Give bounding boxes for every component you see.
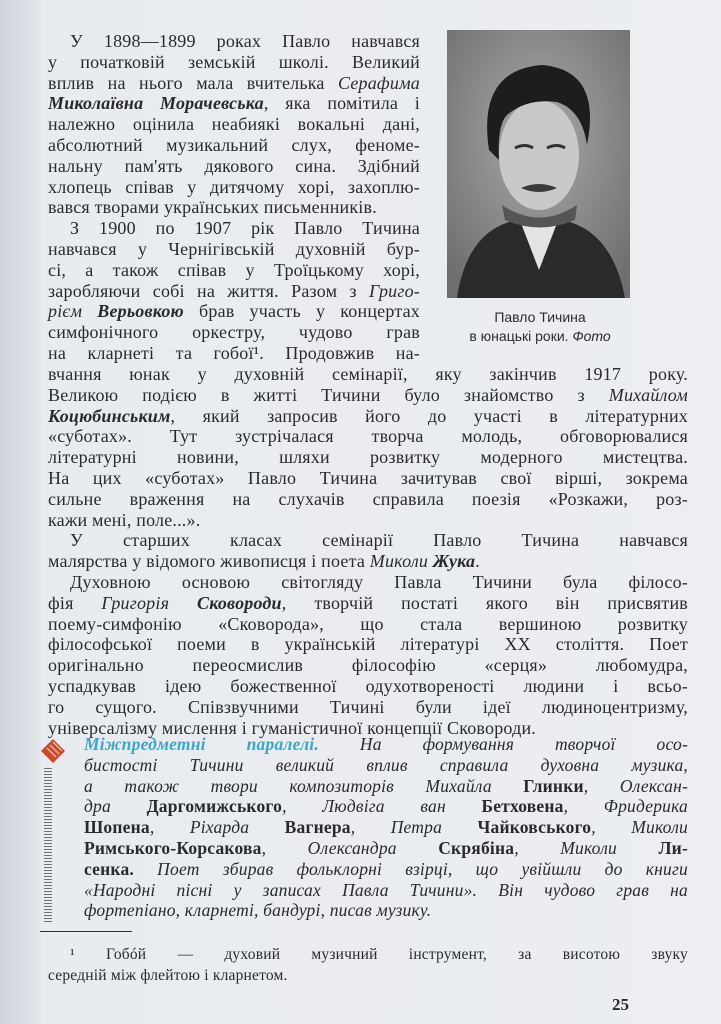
portrait-image bbox=[447, 30, 630, 298]
text-line bbox=[48, 593, 688, 614]
text-segment: у початковій земській школі. Великий bbox=[48, 51, 420, 72]
text-segment: фія bbox=[48, 592, 102, 613]
text-line bbox=[48, 301, 420, 322]
text-segment: літературні новини, шляхи розвитку модерного мистецтва. bbox=[48, 447, 688, 468]
text-line bbox=[48, 530, 688, 551]
footnote-divider bbox=[40, 931, 132, 932]
text-segment: , який запросив його до участі в літературних bbox=[170, 405, 688, 426]
text-segment: Духовною основою світогляду Павла Тичини була філосо- bbox=[70, 571, 688, 592]
text-line bbox=[48, 322, 420, 343]
text-line bbox=[48, 281, 420, 302]
caption-photo-label: Фото bbox=[572, 328, 611, 344]
text-full-width bbox=[48, 364, 688, 738]
text-line bbox=[48, 93, 420, 114]
text-line bbox=[48, 468, 688, 489]
text-line bbox=[84, 817, 688, 838]
emphasized-text: Миколи bbox=[369, 551, 433, 572]
text-line bbox=[48, 135, 420, 156]
text-line bbox=[84, 755, 688, 776]
text-line bbox=[48, 385, 688, 406]
text-segment: Великою подією в житті Тичини було знайомство з bbox=[48, 384, 609, 405]
text-segment: вплив на нього мала вчителька bbox=[48, 72, 338, 93]
text-segment: належно оцінила неабиякі вокальні дані, bbox=[48, 114, 420, 135]
emphasized-text: Верьовкою bbox=[97, 301, 184, 322]
emphasized-text: Поет збирав фольклорні взірці, що увійшли до книги bbox=[133, 858, 688, 879]
page-number: 25 bbox=[612, 995, 629, 1014]
text-line bbox=[48, 489, 688, 510]
text-segment: . bbox=[475, 551, 480, 572]
emphasized-text: , Людвіга ван bbox=[282, 796, 482, 817]
text-segment: сильне враження на слухачів справила поезія «Розкажи, роз- bbox=[48, 488, 688, 509]
text-line bbox=[84, 900, 688, 921]
text-line bbox=[48, 510, 688, 531]
text-line bbox=[84, 734, 688, 755]
emphasized-text: Серафима bbox=[338, 72, 420, 93]
text-line bbox=[48, 177, 420, 198]
text-line bbox=[48, 551, 688, 572]
text-line bbox=[48, 965, 688, 986]
caption-name: Павло Тичина bbox=[494, 309, 586, 325]
text-segment: У 1898—1899 роках Павло навчався bbox=[70, 31, 420, 51]
text-line bbox=[48, 944, 688, 965]
text-line bbox=[84, 776, 688, 797]
portrait-photo bbox=[447, 30, 630, 298]
text-segment: абсолютний музикальний слух, феноме- bbox=[48, 134, 420, 155]
text-line bbox=[48, 572, 688, 593]
text-segment: універсалізму мислення і гуманістичної концепції Сковороди. bbox=[48, 717, 536, 738]
emphasized-text: Сковороди bbox=[197, 592, 282, 613]
text-line bbox=[48, 52, 420, 73]
text-line bbox=[84, 880, 688, 901]
emphasized-text: , Ріхарда bbox=[149, 817, 285, 838]
emphasized-text: , Миколи bbox=[514, 837, 659, 858]
section-heading: Міжпредметні паралелі. bbox=[84, 734, 319, 754]
emphasized-text: Григорія bbox=[101, 592, 198, 613]
emphasized-text: Вагнера bbox=[284, 817, 351, 838]
emphasized-text: бистості Тичини великий вплив справила духовна музика, bbox=[84, 754, 688, 775]
text-line bbox=[48, 73, 420, 94]
caption-text: в юнацькі роки. bbox=[469, 328, 569, 344]
emphasized-text: Бетховена bbox=[481, 796, 564, 817]
emphasized-text: Григо- bbox=[369, 280, 420, 301]
emphasized-text: , Петра bbox=[350, 817, 478, 838]
text-segment: сі, а також співав у Троїцькому хорі, bbox=[48, 259, 420, 280]
text-line bbox=[48, 697, 688, 718]
text-segment: хлопець співав у дитячому хорі, захоплю- bbox=[48, 176, 420, 197]
emphasized-text: , Олександра bbox=[261, 837, 439, 858]
text-segment: , творчій постаті якого він присвятив bbox=[281, 592, 688, 613]
emphasized-text: дра bbox=[84, 796, 147, 817]
text-line bbox=[48, 447, 688, 468]
emphasized-text: Ли- bbox=[658, 837, 688, 858]
text-segment: навчався у Чернігівській духовній бур- bbox=[48, 238, 420, 259]
emphasized-text: Глинки bbox=[523, 775, 584, 796]
text-line bbox=[48, 218, 420, 239]
interdisciplinary-parallels-box bbox=[84, 734, 688, 921]
text-segment: ¹ Гобóй — духовий музичний інструмент, за висотою звуку bbox=[70, 946, 688, 963]
text-segment: брав участь у концертах bbox=[183, 301, 420, 322]
text-line bbox=[48, 676, 688, 697]
text-line bbox=[84, 838, 688, 859]
footnote bbox=[48, 944, 688, 986]
text-line bbox=[48, 634, 688, 655]
emphasized-text: Скрябіна bbox=[438, 837, 515, 858]
text-line bbox=[48, 31, 420, 52]
emphasized-text: сенка. bbox=[84, 858, 134, 879]
text-segment: успадкував ідею божественної одухотвореності людини і всьо- bbox=[48, 675, 688, 696]
text-line bbox=[48, 260, 420, 281]
emphasized-text: Шопена bbox=[84, 817, 150, 838]
text-segment: «суботах». Тут зустрічалася творча молодь, обговорювалися bbox=[48, 426, 688, 447]
text-segment: на кларнеті та гобої¹. Продовжив на- bbox=[48, 342, 420, 363]
text-line bbox=[84, 796, 688, 817]
text-line bbox=[48, 156, 420, 177]
emphasized-text: Коцюбинським bbox=[48, 405, 171, 426]
photo-caption bbox=[440, 308, 640, 346]
text-line bbox=[48, 197, 420, 218]
emphasized-text: Чайковського bbox=[477, 817, 592, 838]
emphasized-text: Даргомижського bbox=[146, 796, 283, 817]
emphasized-text: , Миколи bbox=[591, 817, 688, 838]
text-segment: вався творами українських письменників. bbox=[48, 197, 377, 218]
text-line bbox=[48, 426, 688, 447]
text-segment: кажи мені, поле...». bbox=[48, 509, 201, 530]
caption-subtitle bbox=[440, 327, 640, 346]
text-segment: симфонічного оркестру, чудово грав bbox=[48, 322, 420, 343]
interdisciplinary-sidebar-stripe bbox=[44, 768, 52, 924]
text-line bbox=[48, 655, 688, 676]
emphasized-text: , Олексан- bbox=[583, 775, 688, 796]
text-segment: На цих «суботах» Павло Тичина зачитував свої вірші, зокрема bbox=[48, 467, 688, 488]
text-line bbox=[84, 859, 688, 880]
emphasized-text: рієм bbox=[48, 301, 98, 322]
text-segment: , яка помітила і bbox=[263, 93, 420, 114]
emphasized-text: Римського-Корсакова bbox=[84, 837, 262, 858]
text-segment: З 1900 по 1907 рік Павло Тичина bbox=[70, 218, 420, 239]
text-segment: малярства у відомого живописця і поета bbox=[48, 551, 370, 572]
text-line bbox=[48, 343, 420, 364]
text-line bbox=[48, 614, 688, 635]
text-segment: нальну пам'ять дякового сина. Здібний bbox=[48, 155, 420, 176]
text-segment: У старших класах семінарії Павло Тичина навчався bbox=[70, 530, 688, 551]
text-column-beside-photo bbox=[48, 31, 420, 364]
emphasized-text: «Народні пісні у записах Павла Тичини». Він чудово грав на bbox=[84, 879, 688, 900]
text-segment: поему-симфонію «Сковорода», що стала вершиною розвитку bbox=[48, 613, 688, 634]
text-segment: оригінально переосмислив філософію «серця» любомудра, bbox=[48, 655, 688, 676]
text-line bbox=[48, 406, 688, 427]
emphasized-text: , Фридерика bbox=[563, 796, 689, 817]
text-line bbox=[48, 239, 420, 260]
emphasized-text: Жука bbox=[432, 551, 476, 572]
text-segment: середній між флейтою і кларнетом. bbox=[48, 967, 288, 984]
text-segment: го сущого. Співзвучними Тичині були ідеї людиноцентризму, bbox=[48, 696, 688, 717]
text-line bbox=[48, 364, 688, 385]
interdisciplinary-marker-icon bbox=[40, 738, 66, 764]
emphasized-text: На формування творчої осо- bbox=[318, 734, 688, 754]
text-segment: філософської поеми в українській літературі XX століття. Поет bbox=[48, 634, 688, 655]
emphasized-text: Михайлом bbox=[608, 384, 688, 405]
emphasized-text: фортепіано, кларнеті, бандурі, писав музику. bbox=[84, 900, 432, 921]
text-segment: вчання юнак у духовній семінарії, яку закінчив 1917 року. bbox=[48, 364, 688, 384]
emphasized-text: Миколаївна Морачевська bbox=[48, 93, 264, 114]
text-segment: заробляючи собі на життя. Разом з bbox=[48, 280, 370, 301]
text-line bbox=[48, 114, 420, 135]
emphasized-text: а також твори композиторів Михайла bbox=[84, 775, 524, 796]
